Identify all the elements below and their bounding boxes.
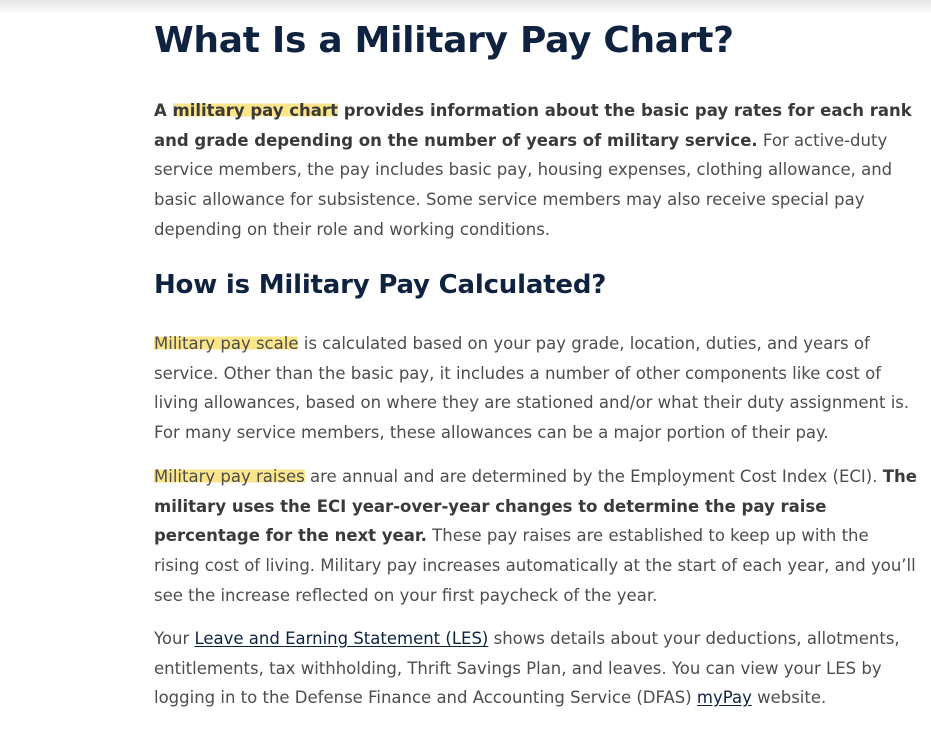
pay-raises-text-a: are annual and are determined by the Employment Cost Index (ECI).	[304, 467, 883, 486]
highlight-military-pay-raises: Military pay raises	[154, 467, 305, 486]
pay-chart-bold-text: provides information about the basic pay rates for each rank and grade depending on the number of years of military service.	[154, 101, 912, 150]
pay-scale-body-text: is calculated based on your pay grade, location, duties, and years of service. Other than the basic pay, it includes a number of other components like cost of living allowances, based on where they are stationed and/or what their duty assignment is. For many service members, these allowances can be a major portion of their pay.	[154, 334, 910, 443]
paragraph-pay-chart	[154, 96, 919, 245]
highlight-military-pay-chart: military pay chart	[172, 101, 338, 120]
mypay-link[interactable]: myPay	[696, 688, 752, 708]
les-link[interactable]: Leave and Earning Statement (LES)	[194, 629, 489, 648]
highlight-military-pay-scale: Military pay scale	[154, 334, 299, 353]
les-suffix: website.	[751, 688, 827, 708]
paragraph-pay-scale	[154, 329, 919, 448]
page-title: What Is a Military Pay Chart?	[154, 20, 734, 61]
les-body-text: shows details about your deductions, allotments, entitlements, tax withholding, Thrift Savings Plan, and leaves. You can view your LES by logging in to the Defense Finance and Accounting Service (DFAS)	[154, 629, 900, 708]
pay-raises-text-b: These pay raises are established to keep up with the rising cost of living. Military pay increases automatically at the start of each year, and you’ll see the increase reflected on your first paycheck of the year.	[154, 526, 916, 605]
pay-chart-body-text: For active-duty service members, the pay includes basic pay, housing expenses, clothing allowance, and basic allowance for subsistence. Some service members may also receive special pay depending on their role and working conditions.	[154, 130, 893, 239]
top-shadow	[0, 0, 931, 14]
les-prefix: Your	[154, 629, 195, 648]
pay-raises-bold-text: The military uses the ECI year-over-year changes to determine the pay raise percentage for the next year.	[154, 467, 917, 546]
paragraph-les	[154, 624, 919, 713]
paragraph-pay-raises	[154, 462, 919, 611]
pay-chart-prefix: A	[154, 101, 173, 120]
section-heading-calculation: How is Military Pay Calculated?	[154, 270, 607, 300]
